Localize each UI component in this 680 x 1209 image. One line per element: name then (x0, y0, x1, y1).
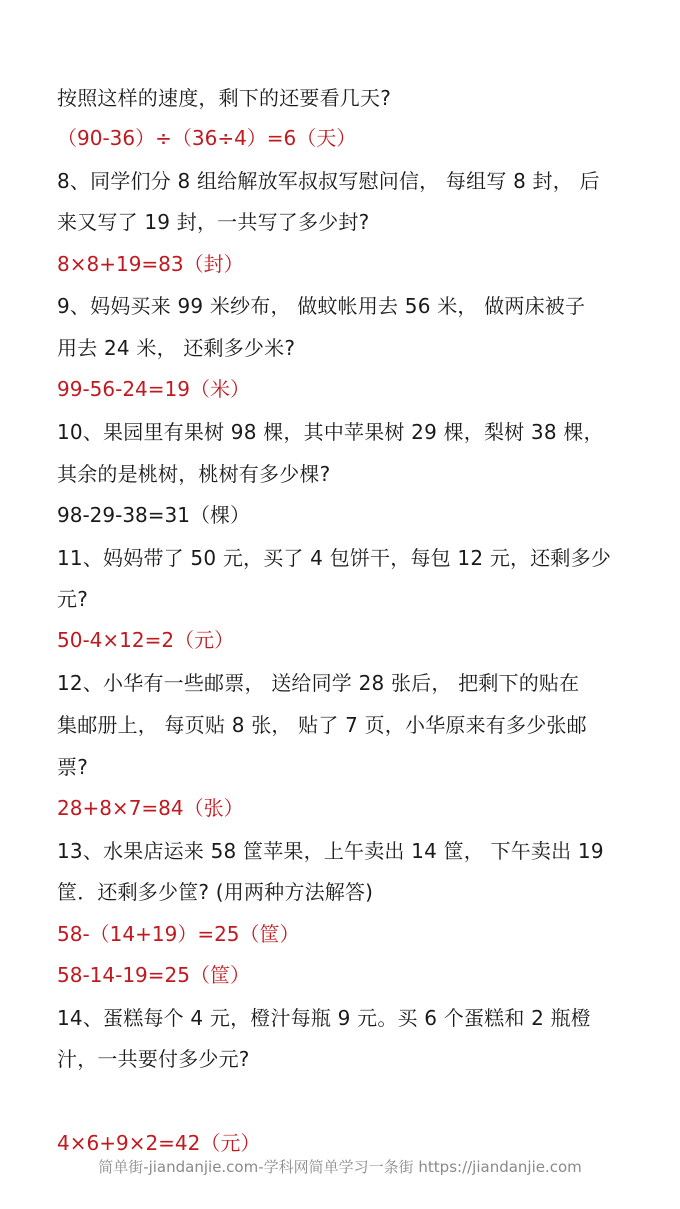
question-11-line-1: 11、妈妈带了 50 元，买了 4 包饼干，每包 12 元，还剩多少 (57, 546, 612, 570)
question-11-line-2: 元? (57, 587, 89, 611)
answer-12: 28+8×7=84（张） (57, 796, 244, 820)
answer-13-method-2: 58-14-19=25（筐） (57, 963, 250, 987)
answer-14: 4×6+9×2=42（元） (57, 1131, 261, 1155)
question-9-line-2: 用去 24 米， 还剩多少米? (57, 336, 296, 360)
question-8-line-2: 来又写了 19 封，一共写了多少封? (57, 210, 370, 234)
footer-watermark: 简单街-jiandanjie.com-学科网简单学习一条街 https://jiandanjie.com (98, 1158, 582, 1176)
answer-10: 98-29-38=31（棵） (57, 503, 250, 527)
question-14-line-1: 14、蛋糕每个 4 元，橙汁每瓶 9 元。买 6 个蛋糕和 2 瓶橙 (57, 1006, 592, 1030)
answer-13-method-1: 58-（14+19）=25（筐） (57, 922, 300, 946)
question-13-line-2: 筐．还剩多少筐? (用两种方法解答) (57, 880, 374, 904)
question-8-line-1: 8、同学们分 8 组给解放军叔叔写慰问信， 每组写 8 封， 后 (57, 169, 600, 193)
answer-9: 99-56-24=19（米） (57, 377, 250, 401)
question-12-line-2: 集邮册上， 每页贴 8 张， 贴了 7 页，小华原来有多少张邮 (57, 713, 587, 737)
question-10-line-1: 10、果园里有果树 98 棵，其中苹果树 29 棵，梨树 38 棵， (57, 420, 604, 444)
question-10-line-2: 其余的是桃树，桃树有多少棵? (57, 462, 331, 486)
answer-8: 8×8+19=83（封） (57, 252, 244, 276)
question-12-line-3: 票? (57, 755, 89, 779)
question-9-line-1: 9、妈妈买来 99 米纱布， 做蚊帐用去 56 米， 做两床被子 (57, 294, 586, 318)
question-14-line-2: 汁，一共要付多少元? (57, 1047, 250, 1071)
question-12-line-1: 12、小华有一些邮票， 送给同学 28 张后， 把剩下的贴在 (57, 671, 580, 695)
answer-11: 50-4×12=2（元） (57, 628, 235, 652)
answer-text: （90-36）÷（36÷4）=6（天） (57, 126, 357, 150)
question-13-line-1: 13、水果店运来 58 筐苹果，上午卖出 14 筐， 下午卖出 19 (57, 839, 604, 863)
question-text: 按照这样的速度，剩下的还要看几天? (57, 86, 392, 110)
